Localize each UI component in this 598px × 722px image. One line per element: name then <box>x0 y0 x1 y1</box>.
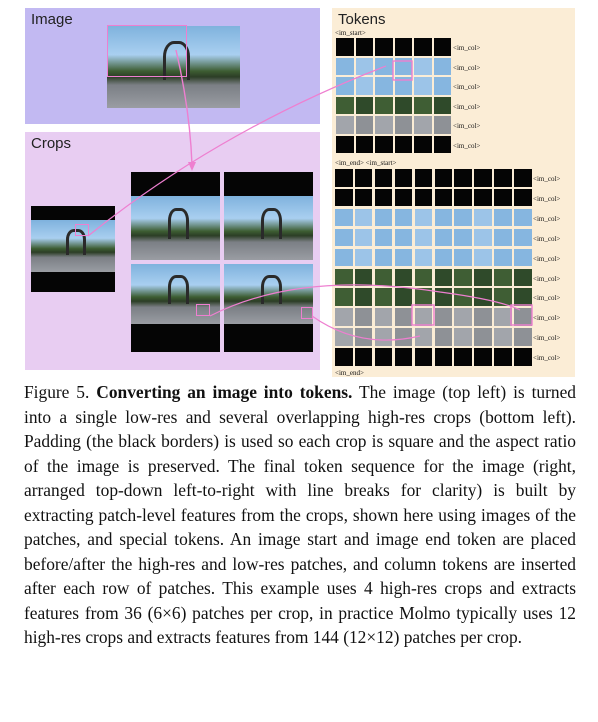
token-patch <box>375 229 393 247</box>
token-patch <box>434 38 452 56</box>
token-patch <box>355 209 373 227</box>
token-patch <box>355 169 373 187</box>
im-col-token-label: <im_col> <box>533 314 561 323</box>
token-patch <box>336 77 354 95</box>
token-patch <box>435 229 453 247</box>
token-patch <box>375 288 393 306</box>
crops-panel-title: Crops <box>31 135 72 152</box>
im-col-token-label: <im_col> <box>453 122 481 130</box>
token-patch <box>335 328 353 346</box>
token-patch <box>375 136 393 154</box>
token-patch <box>434 97 452 115</box>
token-patch <box>335 269 353 287</box>
token-patch <box>335 249 353 267</box>
token-patch <box>375 58 393 76</box>
token-patch <box>494 348 512 366</box>
im-col-token-label: <im_col> <box>533 334 561 343</box>
im-end-token-label: <im_end> <box>335 369 364 377</box>
token-patch <box>395 97 413 115</box>
token-patch <box>375 97 393 115</box>
im-col-token-label: <im_col> <box>533 274 561 283</box>
token-patch <box>414 136 432 154</box>
caption-title: Converting an image into tokens. <box>96 382 353 402</box>
im-end-im-start-token-label: <im_end> <im_start> <box>335 159 397 167</box>
token-patch <box>514 229 532 247</box>
token-patch <box>414 58 432 76</box>
token-patch <box>494 308 512 326</box>
token-patch <box>435 209 453 227</box>
token-patch <box>395 229 413 247</box>
token-patch <box>494 328 512 346</box>
token-patch <box>474 169 492 187</box>
token-patch <box>395 308 413 326</box>
token-patch <box>415 328 433 346</box>
token-patch <box>375 209 393 227</box>
token-patch <box>395 38 413 56</box>
token-patch <box>454 348 472 366</box>
token-patch <box>335 209 353 227</box>
token-patch <box>415 209 433 227</box>
token-patch <box>435 269 453 287</box>
token-patch <box>335 169 353 187</box>
token-patch <box>415 269 433 287</box>
token-patch <box>355 308 373 326</box>
token-patch <box>454 229 472 247</box>
token-patch <box>514 169 532 187</box>
token-patch <box>435 328 453 346</box>
token-patch <box>335 229 353 247</box>
tokens-panel-title: Tokens <box>338 11 386 28</box>
im-col-token-label: <im_col> <box>453 83 481 91</box>
token-patch <box>356 116 374 134</box>
token-patch <box>514 209 532 227</box>
im-col-token-label: <im_col> <box>533 294 561 303</box>
token-patch <box>435 189 453 207</box>
token-patch <box>375 189 393 207</box>
token-patch <box>514 189 532 207</box>
token-patch <box>395 77 413 95</box>
token-patch <box>454 169 472 187</box>
token-patch <box>335 288 353 306</box>
token-patch <box>454 269 472 287</box>
token-patch <box>355 348 373 366</box>
im-col-token-label: <im_col> <box>533 194 561 203</box>
figure-caption <box>24 380 576 650</box>
token-patch <box>355 269 373 287</box>
token-patch <box>415 169 433 187</box>
token-patch <box>355 328 373 346</box>
token-patch <box>335 348 353 366</box>
token-patch <box>335 189 353 207</box>
token-patch <box>336 136 354 154</box>
token-patch <box>355 189 373 207</box>
token-patch <box>474 209 492 227</box>
token-patch <box>395 189 413 207</box>
token-patch <box>395 328 413 346</box>
im-col-token-label: <im_col> <box>533 214 561 223</box>
token-patch <box>336 38 354 56</box>
token-patch <box>395 269 413 287</box>
token-patch <box>375 348 393 366</box>
token-patch <box>494 209 512 227</box>
token-patch <box>375 38 393 56</box>
token-patch <box>356 77 374 95</box>
token-patch <box>415 189 433 207</box>
caption-label: Figure 5. <box>24 382 90 402</box>
token-patch <box>375 308 393 326</box>
token-patch <box>454 189 472 207</box>
token-patch <box>514 249 532 267</box>
im-col-token-label: <im_col> <box>533 354 561 363</box>
token-patch <box>355 229 373 247</box>
token-patch <box>514 308 532 326</box>
token-patch <box>335 308 353 326</box>
token-patch <box>434 116 452 134</box>
token-patch <box>435 348 453 366</box>
im-col-token-label: <im_col> <box>453 44 481 52</box>
token-patch <box>336 116 354 134</box>
token-patch <box>356 38 374 56</box>
token-patch <box>435 249 453 267</box>
token-patch <box>395 116 413 134</box>
token-patch <box>434 77 452 95</box>
im-col-token-label: <im_col> <box>533 175 561 183</box>
token-patch <box>454 308 472 326</box>
token-patch <box>395 169 413 187</box>
token-patch <box>434 58 452 76</box>
token-patch <box>395 249 413 267</box>
token-patch <box>415 229 433 247</box>
token-patch <box>435 169 453 187</box>
token-patch <box>375 328 393 346</box>
token-patch <box>514 269 532 287</box>
token-patch <box>375 116 393 134</box>
token-patch <box>415 308 433 326</box>
token-patch <box>375 77 393 95</box>
token-patch <box>336 97 354 115</box>
token-patch <box>395 288 413 306</box>
token-patch <box>474 308 492 326</box>
token-patch <box>336 58 354 76</box>
token-patch <box>454 328 472 346</box>
token-patch <box>494 269 512 287</box>
token-patch <box>494 288 512 306</box>
token-patch <box>474 249 492 267</box>
token-patch <box>414 77 432 95</box>
token-patch <box>494 229 512 247</box>
token-patch <box>474 229 492 247</box>
token-patch <box>356 97 374 115</box>
caption-body: The image (top left) is turned into a single low-res and several overlapping high-res crops (bottom left). Padding (the black borders) is used so each crop is square and the aspect ratio of the image is preserved. The final token sequence for the image (right, arranged top-down left-to-right with line breaks for clarity) is built by extracting patch-level features from the crops, shown here using images of the patches, and special tokens. An image start and image end token are placed before/after the high-res and low-res patches, and column tokens are inserted after each row of patches. This example uses 4 high-res crops and extracts features from 36 (6×6) patches per crop, in practice Molmo typically uses 12 high-res crops and extracts features from 144 (12×12) patches per crop. <box>24 382 577 647</box>
token-patch <box>474 189 492 207</box>
token-patch <box>454 209 472 227</box>
token-patch <box>356 58 374 76</box>
token-patch <box>494 169 512 187</box>
token-patch <box>395 209 413 227</box>
token-patch <box>514 288 532 306</box>
token-patch <box>395 348 413 366</box>
token-patch <box>514 348 532 366</box>
im-col-token-label: <im_col> <box>453 141 481 150</box>
token-patch <box>514 328 532 346</box>
token-patch <box>356 136 374 154</box>
im-col-token-label: <im_col> <box>533 234 561 243</box>
token-patch <box>474 288 492 306</box>
token-patch <box>494 249 512 267</box>
token-patch <box>454 249 472 267</box>
token-patch <box>395 136 413 154</box>
im-col-token-label: <im_col> <box>453 102 481 111</box>
token-patch <box>415 288 433 306</box>
token-patch <box>474 328 492 346</box>
token-patch <box>414 38 432 56</box>
token-patch <box>414 97 432 115</box>
im-start-token-label: <im_start> <box>335 29 366 37</box>
token-patch <box>454 288 472 306</box>
token-patch <box>435 288 453 306</box>
token-patch <box>375 249 393 267</box>
token-patch <box>415 249 433 267</box>
token-patch <box>355 249 373 267</box>
token-patch <box>395 58 413 76</box>
token-patch <box>435 308 453 326</box>
token-patch <box>415 348 433 366</box>
token-patch <box>414 116 432 134</box>
im-col-token-label: <im_col> <box>453 63 481 72</box>
token-patch <box>474 269 492 287</box>
token-patch <box>474 348 492 366</box>
im-col-token-label: <im_col> <box>533 254 561 263</box>
token-patch <box>494 189 512 207</box>
token-patch <box>355 288 373 306</box>
image-panel-title: Image <box>31 11 73 28</box>
token-patch <box>375 169 393 187</box>
token-patch <box>434 136 452 154</box>
token-patch <box>375 269 393 287</box>
